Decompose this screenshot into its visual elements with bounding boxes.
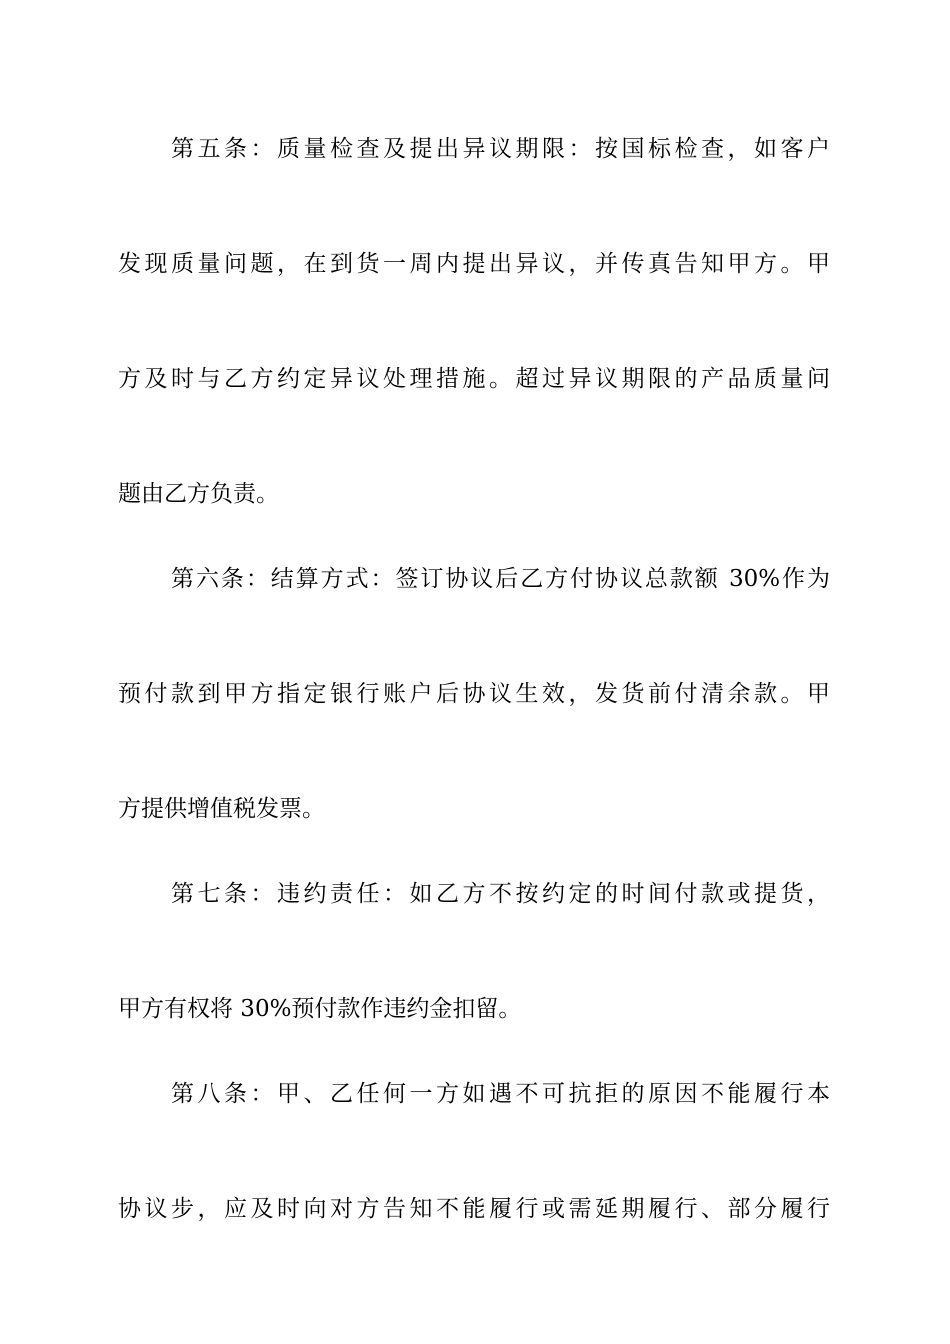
- article-5-line-4: 题由乙方负责。: [118, 481, 279, 507]
- article-7-line-1: 第七条：违约责任：如乙方不按约定的时间付款或提货，: [171, 881, 830, 907]
- article-5-line-1: 第五条：质量检查及提出异议期限：按国标检查，如客户: [171, 136, 830, 162]
- article-8-line-1: 第八条：甲、乙任何一方如遇不可抗拒的原因不能履行本: [171, 1081, 830, 1107]
- article-8-line-2: 协议步，应及时向对方告知不能履行或需延期履行、部分履行: [118, 1196, 830, 1222]
- article-6-line-3: 方提供增值税发票。: [118, 796, 325, 822]
- article-7-line-2: 甲方有权将 30%预付款作违约金扣留。: [118, 996, 522, 1022]
- article-6-line-1: 第六条：结算方式：签订协议后乙方付协议总款额 30%作为: [171, 566, 830, 592]
- article-5-line-2: 发现质量问题，在到货一周内提出异议，并传真告知甲方。甲: [118, 251, 830, 277]
- article-5-line-3: 方及时与乙方约定异议处理措施。超过异议期限的产品质量问: [118, 366, 830, 392]
- article-6-line-2: 预付款到甲方指定银行账户后协议生效，发货前付清余款。甲: [118, 681, 830, 707]
